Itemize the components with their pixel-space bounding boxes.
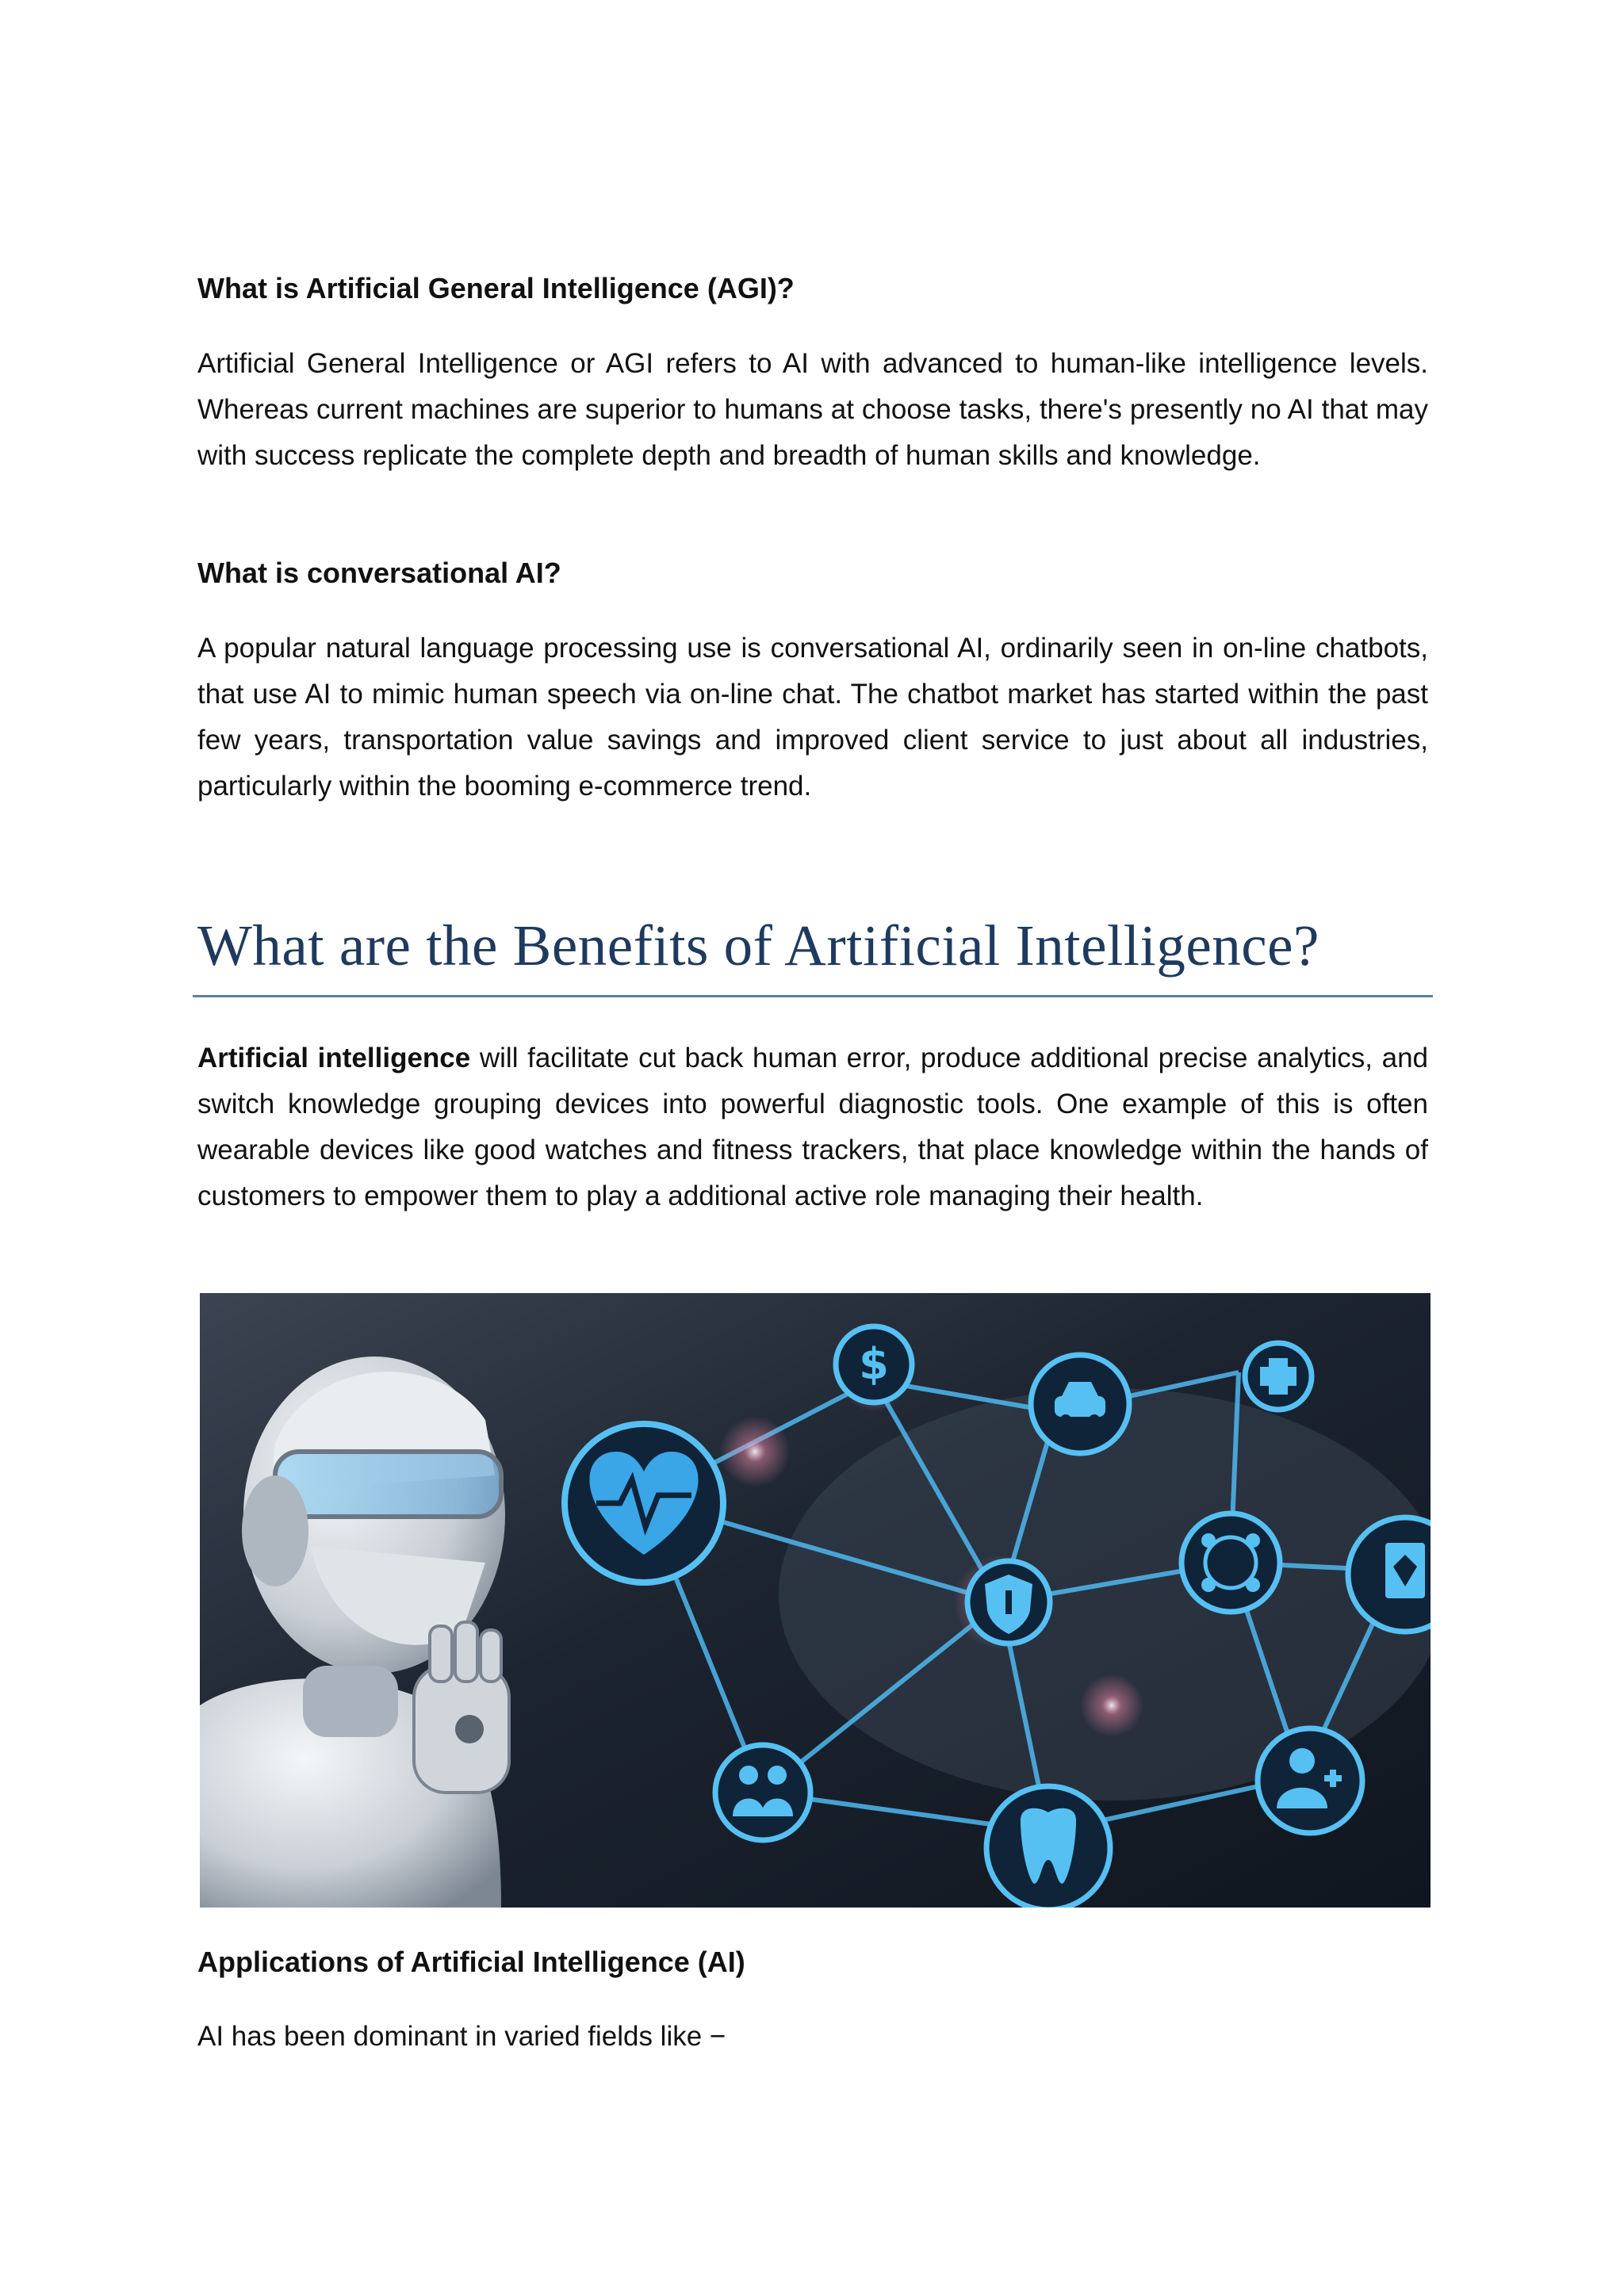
tooth-icon [986,1786,1110,1908]
shield-icon [967,1561,1050,1644]
benefits-paragraph [197,1035,1428,1219]
agi-paragraph: Artificial General Intelligence or AGI refers to AI with advanced to human-like intelligence levels. Whereas current machines are superior to humans at choose tasks, there's presently no AI that may with success replicate the complete depth and breadth of human skills and knowledge. [197,348,1428,471]
dollar-icon [836,1326,912,1402]
network-icon [1182,1513,1280,1612]
benefits-lead-bold: Artificial intelligence [197,1043,471,1073]
conversational-ai-heading: What is conversational AI? [197,557,561,589]
plus-icon [1245,1343,1312,1410]
applications-heading: Applications of Artificial Intelligence (AI) [197,1946,745,1978]
heart-pulse-icon [565,1424,723,1582]
applications-paragraph: AI has been dominant in varied fields like − [197,2021,726,2052]
ai-robot-image [200,1293,1431,1908]
doctor-icon [1258,1728,1362,1833]
conversational-ai-paragraph: A popular natural language processing use is conversational AI, ordinarily seen in on-line chatbots, that use AI to mimic human speech via on-line chat. The chatbot market has started within the past few years, transportation value savings and improved client service to just about all industries, particularly within the booming e-commerce trend. [197,633,1428,802]
benefits-body: will facilitate cut back human error, produce additional precise analytics, and switch knowledge grouping devices into powerful diagnostic tools. One example of this is often wearable devices like good watches and fitness trackers, that place knowledge within the hands of customers to empower them to play a additional active role managing their health. [197,1043,1428,1211]
benefits-heading: What are the Benefits of Artificial Intelligence? [197,913,1320,978]
svg-text:$: $ [859,1339,889,1389]
family-icon [715,1745,810,1840]
agi-heading: What is Artificial General Intelligence (AGI)? [197,272,795,304]
heading-underline [193,995,1433,997]
car-icon [1031,1355,1129,1453]
